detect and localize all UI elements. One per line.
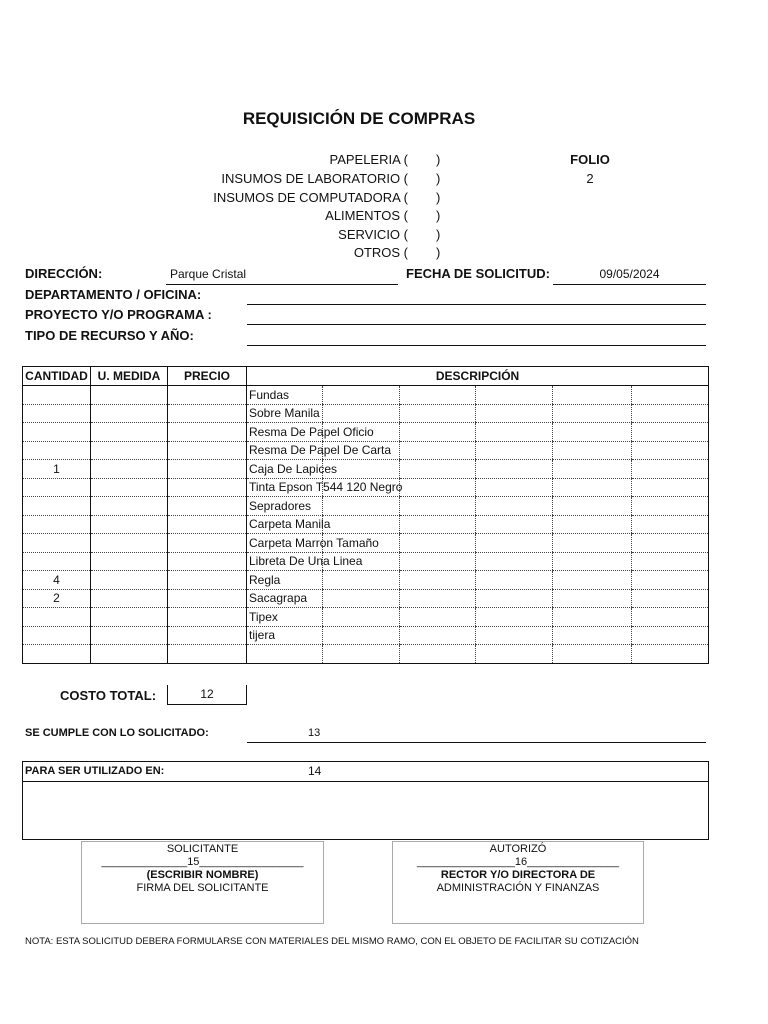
precio-cell[interactable] — [168, 534, 247, 553]
unidad-cell[interactable] — [91, 645, 168, 664]
cantidad-cell[interactable] — [23, 534, 91, 553]
descripcion-cell[interactable]: Sobre Manila — [247, 404, 323, 423]
cantidad-cell[interactable]: 2 — [23, 589, 91, 608]
page-title: REQUISICIÓN DE COMPRAS — [242, 109, 476, 128]
descripcion-subcell[interactable] — [553, 589, 632, 608]
cantidad-cell[interactable] — [23, 441, 91, 460]
unidad-cell[interactable] — [91, 386, 168, 405]
descripcion-cell[interactable]: Tinta Epson T544 120 Negro — [247, 478, 323, 497]
unidad-cell[interactable] — [91, 552, 168, 571]
solicitante-signature-box[interactable] — [81, 841, 324, 924]
descripcion-subcell[interactable] — [476, 645, 553, 664]
autorizo-title: AUTORIZÓ — [489, 843, 547, 855]
descripcion-subcell[interactable] — [632, 460, 709, 479]
descripcion-subcell[interactable] — [400, 608, 476, 627]
table-row — [23, 589, 709, 608]
table-row — [23, 404, 709, 423]
autorizo-name-label: RECTOR Y/O DIRECTORA DE — [440, 869, 596, 881]
proyecto-label: PROYECTO Y/O PROGRAMA : — [25, 307, 212, 322]
descripcion-cell[interactable]: Regla — [247, 571, 323, 590]
cantidad-cell[interactable] — [23, 404, 91, 423]
solicitante-title: SOLICITANTE — [166, 843, 239, 855]
cantidad-cell[interactable] — [23, 423, 91, 442]
descripcion-subcell[interactable] — [400, 515, 476, 534]
costo-total-field[interactable]: 12 — [167, 685, 247, 705]
solicitante-signature-line: ______________15_________________ — [101, 856, 304, 868]
descripcion-subcell[interactable] — [632, 423, 709, 442]
column-header-unidad: U. MEDIDA — [91, 367, 168, 386]
table-row — [23, 423, 709, 442]
unidad-cell[interactable] — [91, 571, 168, 590]
utilizado-label: PARA SER UTILIZADO EN: — [25, 765, 165, 777]
precio-cell[interactable] — [168, 404, 247, 423]
precio-cell[interactable] — [168, 626, 247, 645]
descripcion-subcell[interactable] — [476, 441, 553, 460]
solicitante-name-label: (ESCRIBIR NOMBRE) — [146, 869, 259, 881]
folio-value[interactable]: 2 — [586, 171, 594, 186]
table-row — [23, 608, 709, 627]
table-row — [23, 386, 709, 405]
descripcion-subcell[interactable] — [476, 515, 553, 534]
cantidad-cell[interactable] — [23, 478, 91, 497]
descripcion-subcell[interactable] — [476, 460, 553, 479]
precio-cell[interactable] — [168, 478, 247, 497]
items-table — [22, 366, 709, 664]
descripcion-subcell[interactable] — [553, 404, 632, 423]
descripcion-subcell[interactable] — [476, 626, 553, 645]
unidad-cell[interactable] — [91, 460, 168, 479]
precio-cell[interactable] — [168, 608, 247, 627]
utilizado-divider — [22, 781, 708, 782]
descripcion-subcell[interactable] — [553, 571, 632, 590]
precio-cell[interactable] — [168, 552, 247, 571]
footer-note: NOTA: ESTA SOLICITUD DEBERA FORMULARSE CON MATERIALES DEL MISMO RAMO, CON EL OBJETO DE FACILITAR SU COTIZACIÓN — [25, 936, 639, 947]
descripcion-subcell[interactable] — [553, 645, 632, 664]
category-checkbox-close[interactable]: ) — [436, 208, 441, 223]
precio-cell[interactable] — [168, 441, 247, 460]
descripcion-cell[interactable]: Carpeta Manila — [247, 515, 323, 534]
table-row — [23, 515, 709, 534]
cumple-underline — [247, 742, 706, 743]
unidad-cell[interactable] — [91, 534, 168, 553]
descripcion-subcell[interactable] — [632, 386, 709, 405]
descripcion-subcell[interactable] — [476, 404, 553, 423]
descripcion-subcell[interactable] — [400, 534, 476, 553]
descripcion-subcell[interactable] — [553, 534, 632, 553]
descripcion-cell[interactable]: Caja De Lapices — [247, 460, 323, 479]
precio-cell[interactable] — [168, 460, 247, 479]
descripcion-subcell[interactable] — [323, 608, 400, 627]
table-row — [23, 645, 709, 664]
proyecto-field[interactable] — [247, 324, 706, 325]
cumple-label: SE CUMPLE CON LO SOLICITADO: — [25, 727, 209, 739]
descripcion-subcell[interactable] — [476, 552, 553, 571]
descripcion-subcell[interactable] — [476, 478, 553, 497]
cumple-field[interactable]: 13 — [308, 727, 321, 739]
descripcion-subcell[interactable] — [476, 497, 553, 516]
descripcion-subcell[interactable] — [553, 515, 632, 534]
descripcion-subcell[interactable] — [400, 571, 476, 590]
descripcion-subcell[interactable] — [476, 571, 553, 590]
descripcion-subcell[interactable] — [400, 460, 476, 479]
unidad-cell[interactable] — [91, 497, 168, 516]
descripcion-cell[interactable]: Sepradores — [247, 497, 323, 516]
departamento-label: DEPARTAMENTO / OFICINA: — [25, 287, 202, 302]
descripcion-cell[interactable] — [247, 645, 323, 664]
table-row — [23, 441, 709, 460]
table-row — [23, 497, 709, 516]
descripcion-subcell[interactable] — [323, 386, 400, 405]
descripcion-subcell[interactable] — [400, 404, 476, 423]
descripcion-subcell[interactable] — [323, 515, 400, 534]
unidad-cell[interactable] — [91, 589, 168, 608]
precio-cell[interactable] — [168, 571, 247, 590]
descripcion-subcell[interactable] — [400, 645, 476, 664]
descripcion-subcell[interactable] — [632, 552, 709, 571]
departamento-field[interactable] — [247, 304, 706, 305]
descripcion-subcell[interactable] — [400, 441, 476, 460]
column-header-cantidad: CANTIDAD — [23, 367, 91, 386]
descripcion-subcell[interactable] — [553, 497, 632, 516]
table-row — [23, 478, 709, 497]
descripcion-subcell[interactable] — [400, 478, 476, 497]
descripcion-subcell[interactable] — [400, 423, 476, 442]
category-checkbox-close[interactable]: ) — [436, 227, 441, 242]
descripcion-subcell[interactable] — [553, 608, 632, 627]
autorizo-signature-box[interactable] — [392, 841, 644, 924]
descripcion-subcell[interactable] — [476, 534, 553, 553]
cantidad-cell[interactable] — [23, 515, 91, 534]
fecha-underline — [553, 284, 706, 285]
unidad-cell[interactable] — [91, 423, 168, 442]
column-header-precio: PRECIO — [168, 367, 247, 386]
precio-cell[interactable] — [168, 645, 247, 664]
descripcion-subcell[interactable] — [553, 423, 632, 442]
unidad-cell[interactable] — [91, 441, 168, 460]
descripcion-subcell[interactable] — [553, 441, 632, 460]
category-label: PAPELERIA ( — [329, 152, 408, 167]
tipo-recurso-field[interactable] — [247, 345, 706, 346]
descripcion-subcell[interactable] — [632, 571, 709, 590]
solicitante-caption: FIRMA DEL SOLICITANTE — [136, 882, 269, 894]
category-checkbox-close[interactable]: ) — [436, 245, 441, 260]
descripcion-subcell[interactable] — [476, 386, 553, 405]
folio-label: FOLIO — [570, 152, 610, 167]
category-label: INSUMOS DE LABORATORIO ( — [221, 171, 408, 186]
descripcion-subcell[interactable] — [553, 478, 632, 497]
category-label: SERVICIO ( — [338, 227, 408, 242]
descripcion-subcell[interactable] — [476, 608, 553, 627]
descripcion-cell[interactable]: Sacagrapa — [247, 589, 323, 608]
category-checkbox-close[interactable]: ) — [436, 152, 441, 167]
descripcion-subcell[interactable] — [632, 497, 709, 516]
descripcion-subcell[interactable] — [553, 460, 632, 479]
descripcion-subcell[interactable] — [632, 534, 709, 553]
precio-cell[interactable] — [168, 589, 247, 608]
descripcion-subcell[interactable] — [323, 645, 400, 664]
cantidad-cell[interactable] — [23, 645, 91, 664]
descripcion-subcell[interactable] — [476, 423, 553, 442]
descripcion-subcell[interactable] — [323, 497, 400, 516]
descripcion-subcell[interactable] — [400, 589, 476, 608]
descripcion-subcell[interactable] — [400, 386, 476, 405]
cantidad-cell[interactable] — [23, 552, 91, 571]
cantidad-cell[interactable]: 1 — [23, 460, 91, 479]
precio-cell[interactable] — [168, 386, 247, 405]
descripcion-subcell[interactable] — [323, 589, 400, 608]
table-body — [23, 386, 709, 664]
precio-cell[interactable] — [168, 497, 247, 516]
descripcion-subcell[interactable] — [632, 441, 709, 460]
descripcion-cell[interactable]: Tipex — [247, 608, 323, 627]
descripcion-subcell[interactable] — [632, 589, 709, 608]
cantidad-cell[interactable]: 4 — [23, 571, 91, 590]
cantidad-cell[interactable] — [23, 386, 91, 405]
table-row — [23, 626, 709, 645]
descripcion-cell[interactable]: Carpeta Marron Tamaño — [247, 534, 323, 553]
descripcion-subcell[interactable] — [632, 608, 709, 627]
fecha-label: FECHA DE SOLICITUD: — [406, 266, 550, 281]
precio-cell[interactable] — [168, 423, 247, 442]
column-header-descripcion: DESCRIPCIÓN — [247, 367, 709, 386]
descripcion-subcell[interactable] — [553, 386, 632, 405]
category-checkbox-close[interactable]: ) — [436, 171, 441, 186]
descripcion-subcell[interactable] — [632, 478, 709, 497]
descripcion-subcell[interactable] — [553, 626, 632, 645]
cantidad-cell[interactable] — [23, 608, 91, 627]
category-label: INSUMOS DE COMPUTADORA ( — [213, 190, 408, 205]
descripcion-cell[interactable]: Resma De Papel Oficio — [247, 423, 323, 442]
table-row — [23, 534, 709, 553]
descripcion-subcell[interactable] — [400, 552, 476, 571]
category-checkbox-close[interactable]: ) — [436, 190, 441, 205]
direccion-label: DIRECCIÓN: — [25, 266, 103, 281]
cantidad-cell[interactable] — [23, 497, 91, 516]
descripcion-cell[interactable]: Fundas — [247, 386, 323, 405]
table-row — [23, 552, 709, 571]
table-header-row — [23, 367, 709, 386]
costo-total-label: COSTO TOTAL: — [60, 688, 157, 703]
direccion-field[interactable]: Parque Cristal — [170, 267, 247, 281]
descripcion-cell[interactable]: tijera — [247, 626, 323, 645]
category-label: OTROS ( — [353, 245, 408, 260]
unidad-cell[interactable] — [91, 515, 168, 534]
descripcion-subcell[interactable] — [400, 497, 476, 516]
descripcion-subcell[interactable] — [323, 626, 400, 645]
utilizado-field[interactable]: 14 — [308, 764, 322, 778]
unidad-cell[interactable] — [91, 626, 168, 645]
descripcion-subcell[interactable] — [323, 404, 400, 423]
autorizo-signature-line: ________________16_______________ — [417, 856, 619, 868]
descripcion-subcell[interactable] — [553, 552, 632, 571]
autorizo-caption: ADMINISTRACIÓN Y FINANZAS — [436, 882, 600, 894]
unidad-cell[interactable] — [91, 608, 168, 627]
descripcion-subcell[interactable] — [632, 626, 709, 645]
direccion-underline — [166, 284, 398, 285]
tipo-recurso-label: TIPO DE RECURSO Y AÑO: — [25, 328, 194, 343]
descripcion-subcell[interactable] — [632, 645, 709, 664]
descripcion-cell[interactable]: Libreta De Una Linea — [247, 552, 323, 571]
category-label: ALIMENTOS ( — [325, 208, 408, 223]
fecha-field[interactable]: 09/05/2024 — [599, 267, 660, 281]
descripcion-subcell[interactable] — [632, 404, 709, 423]
cantidad-cell[interactable] — [23, 626, 91, 645]
unidad-cell[interactable] — [91, 404, 168, 423]
descripcion-subcell[interactable] — [400, 626, 476, 645]
unidad-cell[interactable] — [91, 478, 168, 497]
descripcion-subcell[interactable] — [632, 515, 709, 534]
table-row — [23, 571, 709, 590]
descripcion-subcell[interactable] — [323, 571, 400, 590]
descripcion-subcell[interactable] — [476, 589, 553, 608]
descripcion-cell[interactable]: Resma De Papel De Carta — [247, 441, 323, 460]
table-row — [23, 460, 709, 479]
precio-cell[interactable] — [168, 515, 247, 534]
